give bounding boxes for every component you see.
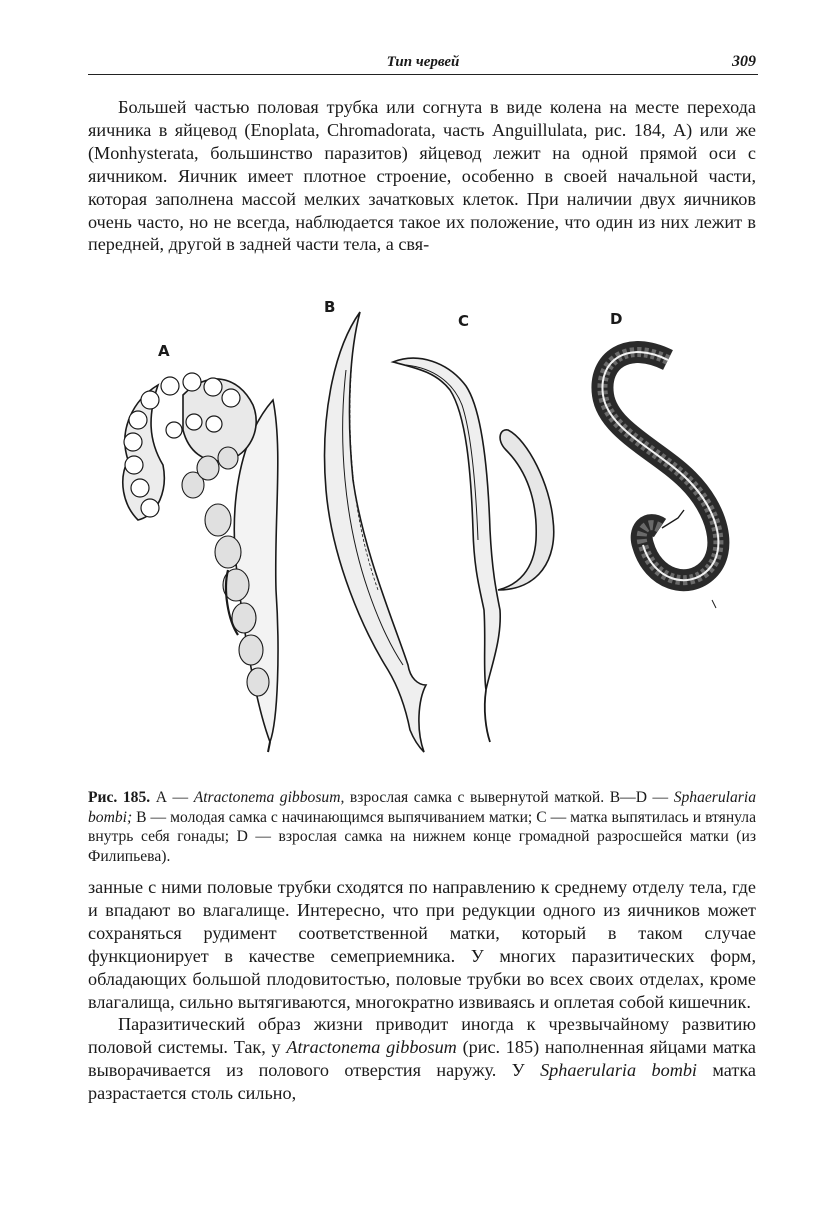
figure-label-d: D — [610, 310, 623, 328]
caption-lead: Рис. 185. — [88, 789, 151, 806]
figure-label-c: C — [458, 312, 470, 330]
figure-label-a: A — [158, 342, 170, 360]
figure-label-b: B — [324, 298, 336, 316]
species-name: Sphaerularia bombi — [540, 1060, 697, 1081]
caption-text-a: взрослая самка с вывернутой маткой. — [349, 789, 605, 806]
bottom-text-block — [88, 876, 756, 1105]
running-header — [88, 52, 758, 75]
paragraph-text: матка разрастается столь сильно, — [88, 1060, 756, 1104]
worm-a-illustration — [123, 373, 278, 752]
species-name: Atractonema gibbosum — [286, 1037, 457, 1058]
caption-text-bd: B — молодая самка с начинающимся выпячиванием матки; C — матка выпятилась и втянула внутрь себя гонады; D — взрослая самка на нижнем конце громадной разросшейся матки (из Филипьева). — [88, 808, 756, 865]
figure-caption — [88, 788, 756, 866]
paragraph — [88, 1013, 756, 1105]
paragraph-continued: занные с ними половые трубки сходятся по направлению к среднему отделу тела, где и впадают во влагалище. Интересно, что при редукции одного из яичников может сохраняться рудимент соответственной матки, который в таком случае функционирует в качестве семеприемника. У многих паразитических форм, обладающих большой плодовитостью, половые трубки во всех своих отделах, кроме влагалища, сильно вытягиваются, многократно извиваясь и оплетая собой кишечник. — [88, 877, 756, 1012]
figure-185 — [88, 290, 758, 770]
caption-label-bd: B—D — — [609, 789, 669, 806]
nematode-illustrations — [88, 290, 758, 770]
worm-b-illustration — [325, 312, 426, 752]
paragraph-text: (рис. 185) наполненная яйцами матка выворачивается из полового отверстия наружу. У — [88, 1037, 757, 1081]
caption-label-a: А — — [155, 789, 189, 806]
top-text-block — [88, 96, 756, 256]
worm-d-illustration — [602, 352, 718, 608]
paragraph-text: Паразитический образ жизни приводит иногда к чрезвычайному развитию половой системы. Так, у — [88, 1014, 756, 1058]
paragraph: Большей частью половая трубка или согнута в виде колена на месте перехода яичника в яйцевод (Enoplata, Chromadorata, часть Anguillulata, рис. 184, А) или же (Monhysterata, большинство паразитов) яйцевод лежит на одной прямой оси с яичником. Яичник имеет плотное строение, особенно в своей начальной части, которая заполнена массой мелких зачатковых клеток. При наличии двух яичников очень часто, но не всегда, наблюдается такое их положение, что один из них лежит в передней, другой в задней части тела, а свя- — [88, 97, 756, 255]
caption-species-a: Atractonema gibbosum, — [193, 789, 345, 806]
caption-species-bd: Sphaerularia bombi; — [88, 789, 756, 826]
running-title: Тип червей — [386, 54, 460, 70]
page-number: 309 — [732, 53, 756, 70]
